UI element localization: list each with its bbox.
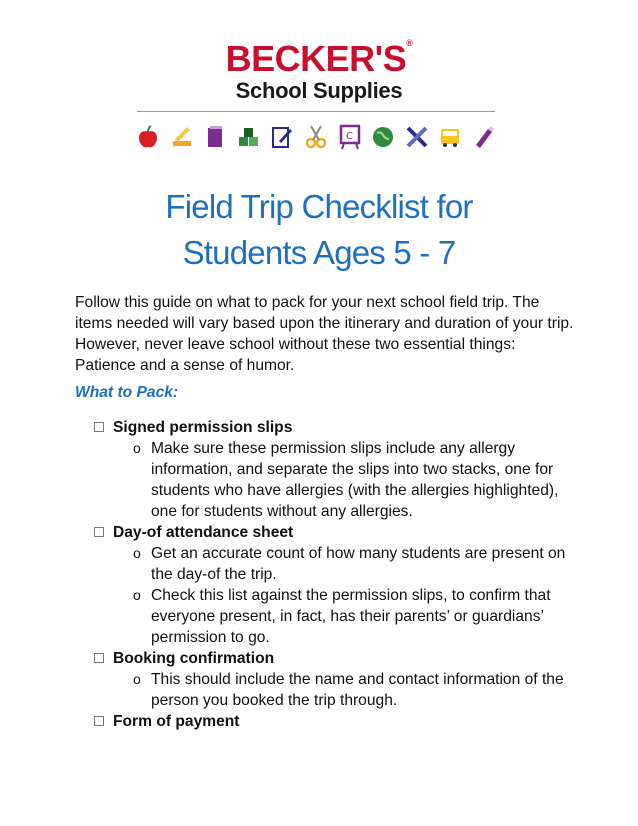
apple-icon [136, 123, 160, 151]
checklist-item-label: Day-of attendance sheet [113, 524, 294, 541]
bullet-marker: o [133, 671, 141, 687]
school-bus-icon [438, 123, 462, 151]
globe-icon [371, 123, 395, 151]
bullet-marker: o [133, 545, 141, 561]
checklist-note-text: Check this list against the permission slips, to confirm that everyone present, in fact, has their parents’ or guardians’ permission to go. [151, 587, 551, 646]
checklist-item [92, 417, 572, 438]
checklist-note-text: Make sure these permission slips include any allergy information, and separate the slips into two stacks, one for students who have allergies (with the allergies highlighted), one for students without any allergies. [151, 440, 559, 520]
easel-icon [338, 123, 362, 151]
books-icon [203, 123, 227, 151]
registered-mark: ® [406, 38, 413, 48]
crayon-icon [472, 123, 496, 151]
checkbox-square-icon [94, 716, 104, 726]
notebook-pencil-icon [270, 123, 294, 151]
checklist-item-label: Signed permission slips [113, 419, 293, 436]
icon-strip [136, 120, 496, 154]
page-title-line-1: Field Trip Checklist for [165, 188, 473, 225]
logo-brand [0, 38, 638, 80]
intro-paragraph: Follow this guide on what to pack for your next school field trip. The items needed will vary based upon the itinerary and duration of your trip. However, never leave school without these two essential things: Patience and a sense of humor. [75, 294, 574, 374]
logo-subtitle: School Supplies [235, 78, 403, 103]
checklist-item [92, 522, 572, 543]
logo-divider [137, 111, 495, 112]
page-title-line-2: Students Ages 5 - 7 [182, 234, 456, 271]
checkbox-square-icon [94, 653, 104, 663]
checklist-note [133, 543, 572, 585]
blocks-icon [237, 123, 261, 151]
checkbox-square-icon [94, 422, 104, 432]
bullet-marker: o [133, 440, 141, 456]
crossed-tools-icon [405, 123, 429, 151]
checklist-item-label: Form of payment [113, 713, 240, 730]
ruler-pencil-icon [170, 123, 194, 151]
checklist-item [92, 711, 572, 732]
checklist-note-text: This should include the name and contact information of the person you booked the trip through. [151, 671, 564, 709]
logo-brand-text: BECKER'S [225, 38, 407, 79]
checklist [92, 417, 572, 732]
checklist-item-label: Booking confirmation [113, 650, 275, 667]
checklist-note [133, 438, 572, 522]
checklist-note [133, 585, 572, 648]
svg-text:C: C [345, 131, 353, 142]
checkbox-square-icon [94, 527, 104, 537]
checklist-note [133, 669, 572, 711]
scissors-icon [304, 123, 328, 151]
section-heading: What to Pack: [75, 384, 179, 401]
bullet-marker: o [133, 587, 141, 603]
checklist-item [92, 648, 572, 669]
checklist-note-text: Get an accurate count of how many students are present on the day-of the trip. [151, 545, 566, 583]
